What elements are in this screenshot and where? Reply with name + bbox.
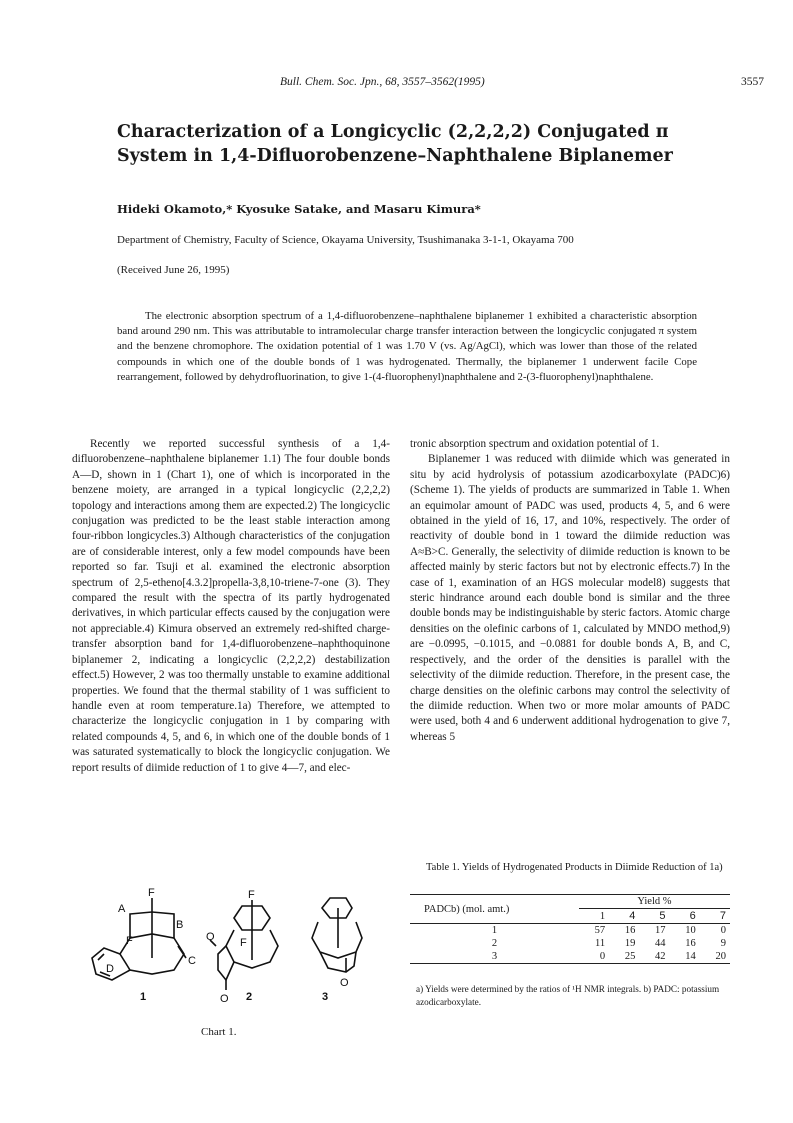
received-date: (Received June 26, 1995) [117,264,230,276]
affiliation: Department of Chemistry, Faculty of Science, Okayama University, Tsushimanaka 3-1-1, Okayama 700 [117,234,574,246]
padc-amount: 1 [491,925,498,936]
padc-amount: 2 [491,938,498,949]
chart-caption: Chart 1. [201,1026,237,1038]
bond-label-b: B [176,919,184,931]
yield-cell: 14 [685,951,696,962]
structure-3 [312,898,362,972]
column-header: 6 [670,909,700,924]
fluorine-label: F [248,889,255,901]
yield-cell: 9 [720,938,726,949]
compound-number-2: 2 [246,991,253,1003]
yield-cell: 42 [655,951,666,962]
yield-cell: 0 [599,951,606,962]
body-column-right [410,437,730,745]
yield-cell: 57 [594,925,606,936]
bond-label-c: C [188,955,196,967]
journal-citation: Bull. Chem. Soc. Jpn., 68, 3557–3562(1995) [280,76,485,88]
yield-cell: 16 [624,925,636,936]
yield-cell: 25 [624,951,636,962]
author-list: Hideki Okamoto,* Kyosuke Satake, and Masaru Kimura* [117,202,481,216]
fluorine-label: F [126,935,133,947]
compound-number-1: 1 [140,991,147,1003]
oxygen-label: O [206,931,215,943]
fluorine-label: F [240,937,247,949]
article-title [117,120,737,168]
chart-1-structures [90,888,390,1018]
page-number: 3557 [741,76,764,88]
yield-cell: 10 [685,925,696,936]
column-header: 1 [579,909,609,924]
fluorine-label: F [148,888,155,899]
table-row [410,950,730,964]
yield-cell: 44 [655,938,666,949]
title-line-2: System in 1,4-Difluorobenzene–Naphthalene Biplanemer [117,146,673,166]
abstract: The electronic absorption spectrum of a 1,4-difluorobenzene–naphthalene biplanemer 1 exhibited a characteristic absorption band around 290 nm. This was attributable to intramolecular charge transfer interaction between the longicyclic conjugated π system and the benzene chromophore. The oxidation potential of 1 was 1.70 V (vs. Ag/AgCl), which was lower than those of the related compounds in which one of the double bonds of 1 was hydrogenated. Thermally, the biplanemer 1 underwent facile Cope rearrangement, followed by dehydrofluorination, to give 1-(4-fluorophenyl)naphthalene and 2-(3-fluorophenyl)naphthalene. [117,310,697,383]
padc-amount: 3 [491,951,498,962]
yield-cell: 19 [624,938,636,949]
bond-label-d: D [106,963,114,975]
table-caption: Table 1. Yields of Hydrogenated Products in Diimide Reduction of 1a) [426,862,723,873]
yield-table [410,894,730,964]
body-paragraph: tronic absorption spectrum and oxidation potential of 1. [410,438,660,450]
body-paragraph: Recently we reported successful synthesis of a 1,4-difluorobenzene–naphthalene biplanemer 1.1) The four double bonds A—D, shown in 1 (Chart 1), one of which is incorporated in the benzene moiety, are arranged in a typical longicyclic (2,2,2,2) topology and interactions among them are expected.2) The longicyclic conjugation was predicted to be the least stable interaction among four-ribbon longicycles.3) Although characteristics of the conjugation are of considerable interest, only a few model compounds have been reported so far. Tsuji et al. examined the electronic absorption spectrum of 2,5-etheno[4.3.2]propella-3,8,10-triene-7-one (3). They compared the result with the spectra of its partly hydrogenated derivatives, in which particular effects caused by the conjugation were not appreciable.4) Kimura observed an extremely red-shifted charge-transfer absorption band for 1,4-difluorobenzene–naphthoquinone biplanemer 2, indicating a longicyclic (2,2,2,2) destabilization effect.5) However, 2 was too thermally unstable to examine additional properties. We found that the thermal stability of 1 was sufficient to handle even at room temperature.1a) Therefore, we attempted to characterize the longicyclic conjugation in 1 by comparing with related compounds 4, 5, and 6, in which one of the double bonds of 1 was saturated systematically to block the longicyclic conjugation. We report results of diimide reduction of 1 to give 4—7, and elec- [72,438,390,774]
yield-cell: 16 [685,938,696,949]
bond-label-a: A [118,903,126,915]
body-paragraph: Biplanemer 1 was reduced with diimide which was generated in situ by acid hydrolysis of potassium azodicarboxylate (PADC)6) (Scheme 1). The yields of products are summarized in Table 1. When an equimolar amount of PADC was used, products 4, 5, and 6 were obtained in the yield of 16, 17, and 10%, respectively. The order of reactivity of double bond in 1 toward the diimide reduction was A≈B>C. Generally, the selectivity of diimide reduction is known to be affected mainly by steric factors but not by electronic effects.7) In the case of 1, examination of an HGS molecular model8) suggests that steric hindrance around each double bond is similar and the three double bonds may be indistinguishable by steric factors. Atomic charge densities on the olefinic carbons of 1, calculated by MNDO method,9) are −0.0995, −0.1015, and −0.0881 for double bonds A, B, and C, respectively, and the order of the densities is parallel with the selectivity of the diimide reduction. Therefore, in the present case, the charge densities on the olefinic carbons may control the selectivity of the diimide reduction. When two or more molar amounts of PADC were used, both 4 and 6 underwent additional hydrogenation to give 7, whereas 5 [410,453,730,743]
oxygen-label: O [220,993,229,1005]
column-header: 5 [639,909,669,924]
compound-number-3: 3 [322,991,329,1003]
column-header: 4 [609,909,639,924]
table-row [410,924,730,938]
yield-cell: 11 [594,938,606,949]
body-column-left [72,437,390,776]
table-row [410,937,730,950]
oxygen-label: O [340,977,349,989]
yield-cell: 20 [715,951,726,962]
padc-header: PADCb) (mol. amt.) [410,895,579,924]
title-line-1: Characterization of a Longicyclic (2,2,2,2) Conjugated π [117,122,669,142]
yield-cell: 0 [720,925,726,936]
yield-cell: 17 [655,925,666,936]
table-footnote: a) Yields were determined by the ratios of ¹H NMR integrals. b) PADC: potassium azodicarboxylate. [416,984,720,1007]
yield-header: Yield % [579,895,730,909]
column-header: 7 [700,909,730,924]
